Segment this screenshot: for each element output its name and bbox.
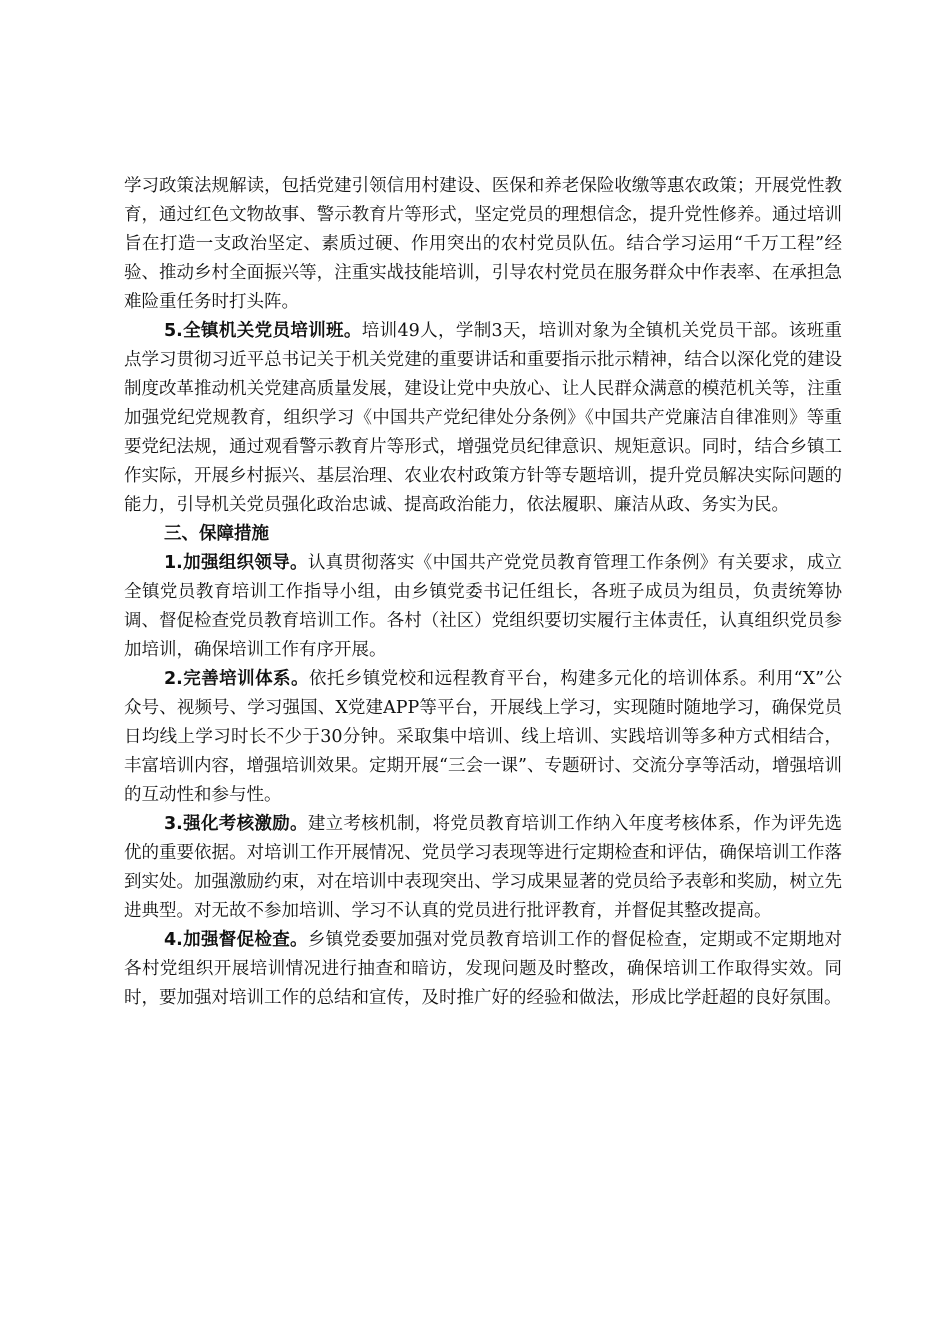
section3-heading: 三、保障措施 bbox=[164, 524, 269, 544]
measure-1-paragraph bbox=[124, 549, 842, 665]
measure-2-lead: 2.完善培训体系。 bbox=[164, 669, 309, 689]
measure-1-text: 认真贯彻落实《中国共产党党员教育管理工作条例》有关要求，成立全镇党员教育培训工作指导小组，由乡镇党委书记任组长，各班子成员为组员，负责统筹协调、督促检查党员教育培训工作。各村（社区）党组织要切实履行主体责任，认真组织党员参加培训，确保培训工作有序开展。 bbox=[124, 553, 843, 660]
item5-text: 培训49人，学制3天，培训对象为全镇机关党员干部。该班重点学习贯彻习近平总书记关于机关党建的重要讲话和重要指示批示精神，结合以深化党的建设制度改革推动机关党建高质量发展，建设让党中央放心、让人民群众满意的模范机关等，注重加强党纪党规教育，组织学习《中国共产党纪律处分条例》《中国共产党廉洁自律准则》等重要党纪法规，通过观看警示教育片等形式，增强党员纪律意识、规矩意识。同时，结合乡镇工作实际，开展乡村振兴、基层治理、农业农村政策方针等专题培训，提升党员解决实际问题的能力，引导机关党员强化政治忠诚、提高政治能力，依法履职、廉洁从政、务实为民。 bbox=[124, 321, 843, 515]
measure-2-paragraph bbox=[124, 665, 842, 810]
measure-1-lead: 1.加强组织领导。 bbox=[164, 553, 308, 573]
measure-4-paragraph bbox=[124, 926, 842, 1013]
item5-lead: 5.全镇机关党员培训班。 bbox=[164, 321, 362, 341]
measure-2-text: 依托乡镇党校和远程教育平台，构建多元化的培训体系。利用“X”公众号、视频号、学习强国、X党建APP等平台，开展线上学习，实现随时随地学习，确保党员日均线上学习时长不少于30分钟。采取集中培训、线上培训、实践培训等多种方式相结合，丰富培训内容，增强培训效果。定期开展“三会一课”、专题研讨、交流分享等活动，增强培训的互动性和参与性。 bbox=[124, 669, 842, 805]
measure-3-lead: 3.强化考核激励。 bbox=[164, 814, 308, 834]
measure-3-text: 建立考核机制，将党员教育培训工作纳入年度考核体系，作为评先选优的重要依据。对培训工作开展情况、党员学习表现等进行定期检查和评估，确保培训工作落到实处。加强激励约束，对在培训中表现突出、学习成果显著的党员给予表彰和奖励，树立先进典型。对无故不参加培训、学习不认真的党员进行批评教育，并督促其整改提高。 bbox=[124, 814, 843, 921]
measure-4-lead: 4.加强督促检查。 bbox=[164, 930, 308, 950]
measure-3-paragraph bbox=[124, 810, 842, 926]
item5-paragraph bbox=[124, 317, 842, 520]
continuation-paragraph: 学习政策法规解读，包括党建引领信用村建设、医保和养老保险收缴等惠农政策；开展党性教育，通过红色文物故事、警示教育片等形式，坚定党员的理想信念，提升党性修养。通过培训旨在打造一支政治坚定、素质过硬、作用突出的农村党员队伍。结合学习运用“千万工程”经验、推动乡村全面振兴等，注重实战技能培训，引导农村党员在服务群众中作表率、在承担急难险重任务时打头阵。 bbox=[124, 176, 842, 312]
measure-4-text: 乡镇党委要加强对党员教育培训工作的督促检查，定期或不定期地对各村党组织开展培训情况进行抽查和暗访，发现问题及时整改，确保培训工作取得实效。同时，要加强对培训工作的总结和宣传，及时推广好的经验和做法，形成比学赶超的良好氛围。 bbox=[124, 930, 843, 1008]
document-body bbox=[124, 172, 842, 1013]
